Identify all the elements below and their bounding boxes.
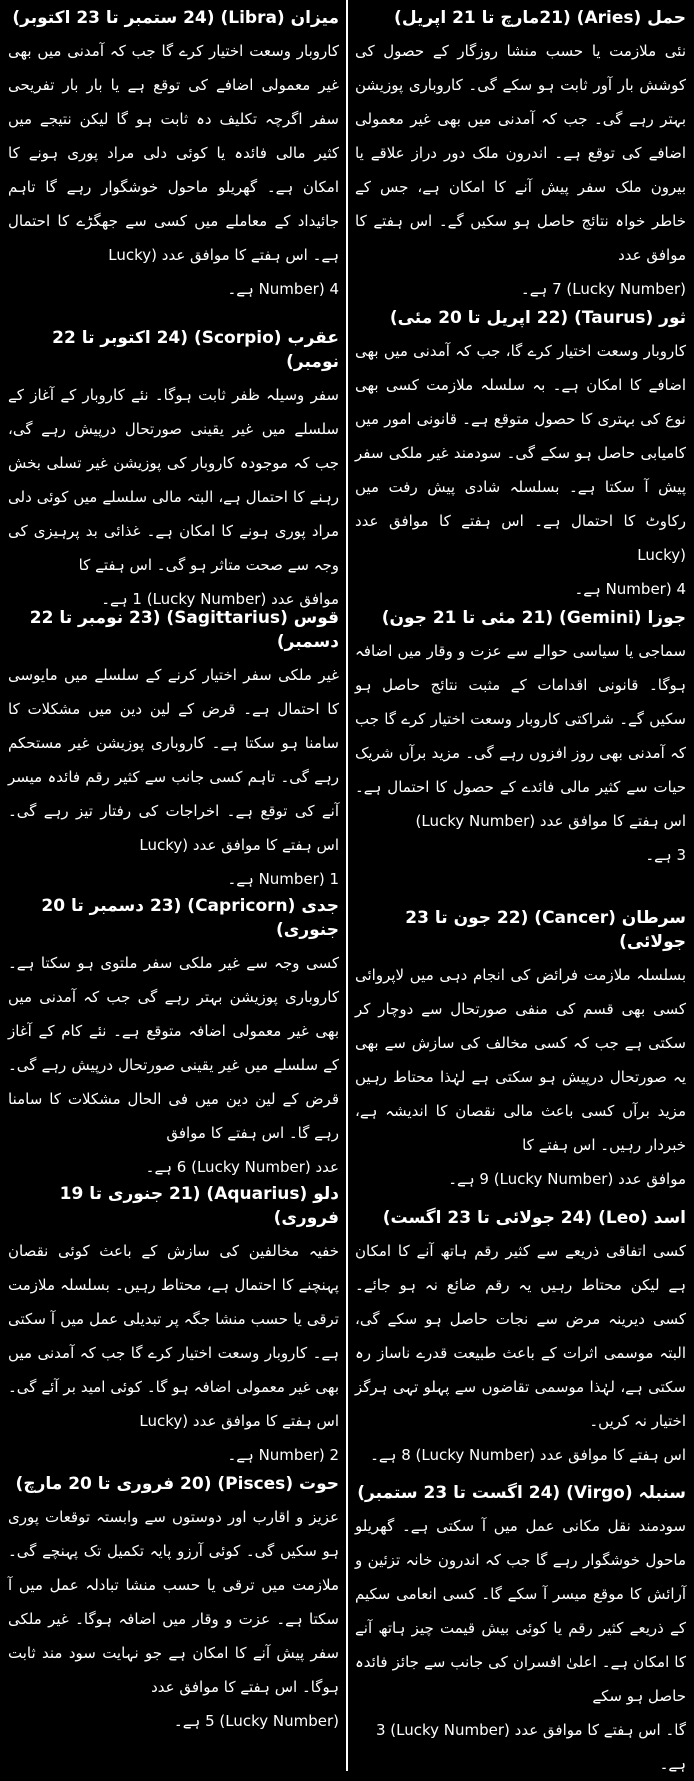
aquarius-entry — [8, 1182, 339, 1472]
virgo-lucky: گا۔ اس ہفتے کا موافق عدد (Lucky Number) 3 ہے۔ — [375, 1721, 686, 1773]
aries-text: نئی ملازمت یا حسب منشا روزگار کے حصول کی کوشش بار آور ثابت ہو سکے گی۔ کاروباری پوزیشن بہتر رہے گی۔ جب کہ آمدنی میں بھی غیر معمولی اضافے کی توقع ہے۔ اندرون ملک دور دراز علاقے یا بیرون ملک سفر پیش آنے کا امکان ہے، جس کے خاطر خواہ نتائج حاصل ہو سکیں گے۔ اس ہفتے کا موافق عدد — [355, 42, 686, 264]
libra-heading: میزان (Libra) (24 ستمبر تا 23 اکتوبر) — [12, 8, 339, 28]
capricorn-heading: جدی (Capricorn) (23 دسمبر تا 20 جنوری) — [41, 896, 339, 940]
gemini-text: سماجی یا سیاسی حوالے سے عزت و وقار میں اضافہ ہوگا۔ قانونی اقدامات کے مثبت نتائج حاصل ہو سکیں گے۔ شراکتی کاروبار وسعت اختیار کرے گا جب کہ آمدنی بھی روز افزوں رہے گی۔ مزید برآں شریک حیات سے کثیر مالی فائدے کے حصول کا احتمال ہے۔ اس ہفتے کا موافق عدد (Lucky Number) — [355, 642, 686, 830]
virgo-text: سودمند نقل مکانی عمل میں آ سکتی ہے۔ گھریلو ماحول خوشگوار رہے گا جب کہ اندرون خانہ تزئین و آرائش کا موقع میسر آ سکے گا۔ کسی انعامی سکیم کے ذریعے کثیر رقم یا کوئی بیش قیمت چیز ہاتھ آنے کا امکان ہے۔ اعلیٰ افسران کی جانب سے جائز فائدہ حاصل ہو سکے — [355, 1517, 686, 1705]
scorpio-text: سفر وسیلہ ظفر ثابت ہوگا۔ نئے کاروبار کے آغاز کے سلسلے میں غیر یقینی صورتحال درپیش رہے گی، جب کہ موجودہ کاروبار کی پوزیشن غیر تسلی بخش رہنے کا احتمال ہے، البتہ مالی سلسلے میں کوئی دلی مراد پوری ہونے کا امکان ہے۔ غذائی بد پرہیزی کی وجہ سے صحت متاثر ہو گی۔ اس ہفتے کا — [8, 386, 339, 574]
sagittarius-heading: قوس (Sagittarius) (23 نومبر تا 22 دسمبر) — [29, 608, 339, 652]
sagittarius-lucky: Number) 1 ہے۔ — [227, 870, 339, 888]
pisces-heading: حوت (Pisces) (20 فروری تا 20 مارچ) — [15, 1474, 339, 1494]
aries-heading: حمل (Aries) (21مارچ تا 21 اپریل) — [394, 8, 686, 28]
leo-text: کسی اتفاقی ذریعے سے کثیر رقم ہاتھ آنے کا امکان ہے لیکن محتاط رہیں یہ رقم ضائع نہ ہو جائے۔ کسی دیرینہ مرض سے نجات حاصل ہو سکے گی، البتہ موسمی اثرات کے باعث طبیعت قدرے ناساز رہ سکتی ہے، لہٰذا موسمی تقاضوں سے پہلو تہی ہرگز اختیار نہ کریں۔ — [355, 1242, 686, 1430]
scorpio-lucky: موافق عدد (Lucky Number) 1 ہے۔ — [101, 590, 339, 608]
pisces-entry — [8, 1472, 339, 1762]
virgo-heading: سنبلہ (Virgo) (24 اگست تا 23 ستمبر) — [357, 1483, 686, 1503]
aquarius-text: خفیہ مخالفین کی سازش کے باعث کوئی نقصان پہنچنے کا احتمال ہے، محتاط رہیں۔ بسلسلہ ملازمت ترقی یا حسب منشا جگہ پر تبدیلی عمل میں آ سکتی ہے۔ کاروبار وسعت اختیار کرے گا جب کہ آمدنی میں بھی غیر معمولی اضافہ ہو گا۔ کوئی امید بر آئے گی۔ اس ہفتے کا موافق عدد (Lucky — [8, 1242, 339, 1430]
gemini-lucky: 3 ہے۔ — [645, 846, 686, 864]
cancer-entry — [355, 906, 686, 1206]
sagittarius-text: غیر ملکی سفر اختیار کرنے کے سلسلے میں مایوسی کا احتمال ہے۔ قرض کے لین دین میں مشکلات کا سامنا ہو سکتا ہے۔ کاروباری پوزیشن غیر مستحکم رہے گی۔ تاہم کسی جانب سے کثیر رقم فائدہ میسر آنے کی توقع ہے۔ اخراجات کی رفتار تیز رہے گی۔ اس ہفتے کا موافق عدد (Lucky — [8, 666, 339, 854]
pisces-text: عزیز و اقارب اور دوستوں سے وابستہ توقعات پوری ہو سکیں گی۔ کوئی آرزو پایہ تکمیل تک پہنچے گی۔ ملازمت میں ترقی یا حسب منشا تبادلہ عمل میں آ سکتا ہے۔ عزت و وقار میں اضافہ ہوگا۔ غیر ملکی سفر پیش آنے کا امکان ہے جو نہایت سود مند ثابت ہوگا۔ اس ہفتے کا موافق عدد — [8, 1508, 339, 1696]
aries-lucky: (Lucky Number) 7 ہے۔ — [520, 280, 686, 298]
leo-heading: اسد (Leo) (24 جولائی تا 23 اگست) — [382, 1208, 686, 1228]
leo-lucky: اس ہفتے کا موافق عدد (Lucky Number) 8 ہے۔ — [370, 1446, 686, 1464]
capricorn-entry — [8, 894, 339, 1182]
right-column — [347, 0, 694, 1771]
aries-entry — [355, 6, 686, 306]
gemini-entry — [355, 606, 686, 906]
libra-text: کاروبار وسعت اختیار کرے گا جب کہ آمدنی میں بھی غیر معمولی اضافے کی توقع ہے یا بار بار تفریحی سفر اگرچہ تکلیف دہ ثابت ہو گا لیکن نتیجے میں کثیر مالی فائدہ یا کوئی دلی مراد پوری ہونے کا امکان ہے۔ گھریلو ماحول خوشگوار رہے گا تاہم جائیداد کے معاملے میں کسی سے جھگڑے کا احتمال ہے۔ اس ہفتے کا موافق عدد (Lucky — [8, 42, 339, 264]
aquarius-lucky: Number) 2 ہے۔ — [227, 1446, 339, 1464]
cancer-text: بسلسلہ ملازمت فرائض کی انجام دہی میں لاپروائی کسی بھی قسم کی منفی صورتحال سے دوچار کر سکتی ہے جب کہ کسی مخالف کی سازش سے بھی یہ صورتحال درپیش ہو سکتی ہے لہٰذا محتاط رہیں مزید برآں کسی باعث مالی نقصان کا اندیشہ ہے، خبردار رہیں۔ اس ہفتے کا — [355, 966, 686, 1154]
libra-entry — [8, 6, 339, 326]
capricorn-lucky: عدد (Lucky Number) 6 ہے۔ — [145, 1158, 339, 1176]
scorpio-heading: عقرب (Scorpio) (24 اکتوبر تا 22 نومبر) — [52, 328, 339, 372]
cancer-lucky: موافق عدد (Lucky Number) 9 ہے۔ — [448, 1170, 686, 1188]
taurus-entry — [355, 306, 686, 606]
libra-lucky: Number) 4 ہے۔ — [227, 280, 339, 298]
sagittarius-entry — [8, 606, 339, 894]
left-column — [0, 0, 347, 1771]
taurus-heading: ثور (Taurus) (22 اپریل تا 20 مئی) — [389, 308, 686, 328]
aquarius-heading: دلو (Aquarius) (21 جنوری تا 19 فروری) — [59, 1184, 339, 1228]
leo-entry — [355, 1206, 686, 1481]
gemini-heading: جوزا (Gemini) (21 مئی تا 21 جون) — [381, 608, 686, 628]
taurus-text: کاروبار وسعت اختیار کرے گا، جب کہ آمدنی میں بھی اضافے کا امکان ہے۔ بہ سلسلہ ملازمت کسی بھی نوع کی بہتری کا حصول متوقع ہے۔ قانونی امور میں کامیابی حاصل ہو سکے گی۔ سودمند غیر ملکی سفر پیش آ سکتا ہے۔ بسلسلہ شادی پیش رفت میں رکاوٹ کا احتمال ہے۔ اس ہفتے کا موافق عدد (Lucky — [355, 342, 686, 564]
capricorn-text: کسی وجہ سے غیر ملکی سفر ملتوی ہو سکتا ہے۔ کاروباری پوزیشن بہتر رہے گی جب کہ آمدنی میں بھی غیر معمولی اضافہ متوقع ہے۔ نئے کام کے آغاز کے سلسلے میں غیر یقینی صورتحال درپیش رہے گی۔ قرض کے لین دین میں فی الحال مشکلات کا سامنا رہے گا۔ اس ہفتے کا موافق — [8, 954, 339, 1142]
virgo-entry — [355, 1481, 686, 1773]
taurus-lucky: Number) 4 ہے۔ — [574, 580, 686, 598]
pisces-lucky: (Lucky Number) 5 ہے۔ — [173, 1712, 339, 1730]
scorpio-entry — [8, 326, 339, 606]
cancer-heading: سرطان (Cancer) (22 جون تا 23 جولائی) — [405, 908, 686, 952]
